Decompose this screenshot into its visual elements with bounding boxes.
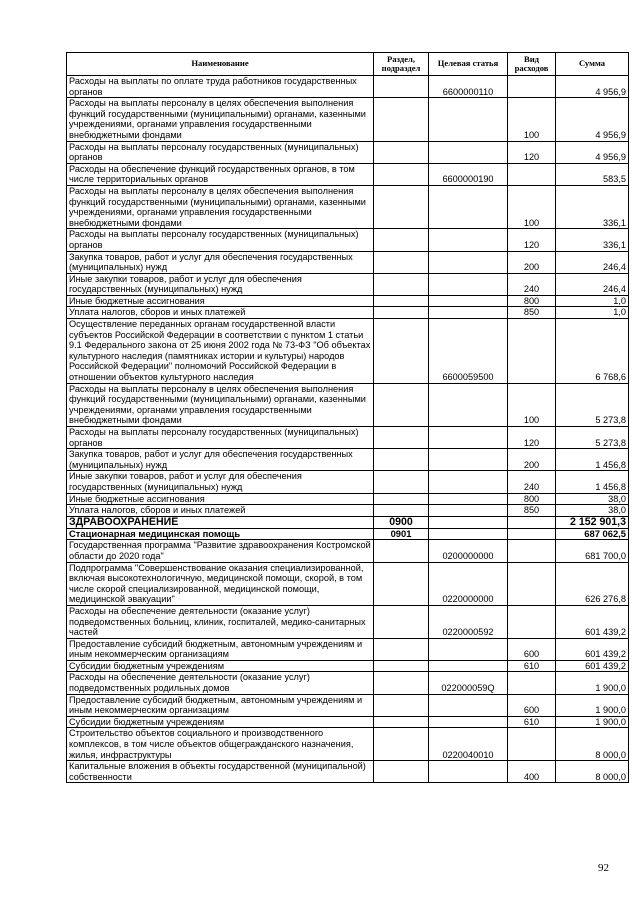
cell-name: Осуществление переданных органам государственной власти субъектов Российской Федерации в соответствии с пунктом 1 статьи 9.1 Федерального закона от 25 июня 2002 года № 73-ФЗ "Об объектах культурного наследия (памятниках истории и культуры) народов Российской Федерации" полномочий Российской Федерации в отношении объектов культурного наследия — [67, 319, 374, 384]
cell-target — [429, 716, 508, 728]
cell-sum: 5 273,8 — [556, 427, 629, 449]
cell-section — [374, 449, 429, 471]
header-target: Целевая статья — [429, 53, 508, 76]
cell-type — [508, 540, 556, 562]
cell-sum: 601 439,2 — [556, 660, 629, 672]
table-row — [67, 493, 629, 505]
cell-section — [374, 716, 429, 728]
header-sum: Сумма — [556, 53, 629, 76]
cell-type: 610 — [508, 660, 556, 672]
cell-name: Расходы на выплаты персоналу государственных (муниципальных) органов — [67, 141, 374, 163]
table-row — [67, 98, 629, 141]
cell-type — [508, 76, 556, 98]
cell-section — [374, 319, 429, 384]
cell-type — [508, 605, 556, 638]
cell-target: 0220040010 — [429, 728, 508, 761]
cell-name: Расходы на выплаты персоналу в целях обеспечения выполнения функций государственными (муниципальными) органами, казенными учреждениями, органами управления государственными внебюджетными фондами — [67, 98, 374, 141]
cell-section — [374, 638, 429, 660]
cell-target — [429, 694, 508, 716]
cell-target — [429, 141, 508, 163]
cell-name: Закупка товаров, работ и услуг для обеспечения государственных (муниципальных) нужд — [67, 449, 374, 471]
cell-section — [374, 761, 429, 783]
cell-sum: 1,0 — [556, 295, 629, 307]
cell-type: 240 — [508, 273, 556, 295]
cell-section — [374, 605, 429, 638]
cell-name: Подпрограмма "Совершенствование оказания специализированной, включая высокотехнологичную, медицинской помощи, скорой, в том числе скорой специализированной, медицинской помощи, медицинской эвакуации" — [67, 562, 374, 605]
table-row — [67, 295, 629, 307]
cell-name: Предоставление субсидий бюджетным, автономным учреждениям и иным некоммерческим организациям — [67, 638, 374, 660]
cell-target — [429, 660, 508, 672]
cell-target — [429, 98, 508, 141]
cell-name: Строительство объектов социального и производственного комплексов, в том числе объектов общегражданского назначения, жилья, инфраструктуры — [67, 728, 374, 761]
cell-section — [374, 307, 429, 319]
cell-sum: 8 000,0 — [556, 728, 629, 761]
cell-type: 600 — [508, 694, 556, 716]
cell-type — [508, 516, 556, 528]
cell-target — [429, 516, 508, 528]
budget-table — [66, 52, 629, 783]
cell-type: 100 — [508, 185, 556, 228]
cell-section — [374, 694, 429, 716]
cell-name: Субсидии бюджетным учреждениям — [67, 660, 374, 672]
cell-sum: 601 439,2 — [556, 605, 629, 638]
cell-target — [429, 761, 508, 783]
table-row — [67, 319, 629, 384]
cell-target: 6600000110 — [429, 76, 508, 98]
cell-type: 240 — [508, 471, 556, 493]
cell-sum: 687 062,5 — [556, 528, 629, 540]
cell-section — [374, 540, 429, 562]
table-row — [67, 383, 629, 426]
table-row — [67, 728, 629, 761]
cell-section — [374, 295, 429, 307]
cell-target: 6600059500 — [429, 319, 508, 384]
cell-type: 800 — [508, 493, 556, 505]
cell-type — [508, 728, 556, 761]
table-header-row — [67, 53, 629, 76]
table-row — [67, 660, 629, 672]
cell-target: 022000059Q — [429, 672, 508, 694]
cell-sum: 4 956,9 — [556, 76, 629, 98]
cell-section — [374, 505, 429, 517]
cell-sum: 246,4 — [556, 273, 629, 295]
cell-sum: 1 900,0 — [556, 672, 629, 694]
cell-sum: 1,0 — [556, 307, 629, 319]
cell-section — [374, 562, 429, 605]
cell-name: Иные бюджетные ассигнования — [67, 295, 374, 307]
cell-target — [429, 251, 508, 273]
cell-target — [429, 493, 508, 505]
table-row — [67, 638, 629, 660]
table-row — [67, 694, 629, 716]
cell-target — [429, 505, 508, 517]
table-row — [67, 449, 629, 471]
table-row — [67, 185, 629, 228]
cell-type: 400 — [508, 761, 556, 783]
cell-target — [429, 383, 508, 426]
cell-type — [508, 163, 556, 185]
cell-sum: 336,1 — [556, 185, 629, 228]
cell-section — [374, 427, 429, 449]
cell-sum: 601 439,2 — [556, 638, 629, 660]
cell-sum: 4 956,9 — [556, 98, 629, 141]
cell-sum: 1 456,8 — [556, 449, 629, 471]
cell-section — [374, 251, 429, 273]
cell-section: 0901 — [374, 528, 429, 540]
cell-section: 0900 — [374, 516, 429, 528]
cell-sum: 38,0 — [556, 493, 629, 505]
cell-name: Расходы на обеспечение деятельности (оказание услуг) подведомственных больниц, клиник, госпиталей, медико-санитарных частей — [67, 605, 374, 638]
cell-type: 100 — [508, 383, 556, 426]
cell-type: 100 — [508, 98, 556, 141]
header-section: Раздел, подраздел — [374, 53, 429, 76]
cell-section — [374, 728, 429, 761]
cell-section — [374, 383, 429, 426]
cell-section — [374, 660, 429, 672]
cell-section — [374, 471, 429, 493]
cell-name: Расходы на выплаты персоналу в целях обеспечения выполнения функций государственными (муниципальными) органами, казенными учреждениями, органами управления государственными внебюджетными фондами — [67, 383, 374, 426]
table-row — [67, 163, 629, 185]
cell-type: 120 — [508, 427, 556, 449]
cell-name: Расходы на выплаты персоналу в целях обеспечения выполнения функций государственными (муниципальными) органами, казенными учреждениями, органами управления государственными внебюджетными фондами — [67, 185, 374, 228]
table-row — [67, 672, 629, 694]
header-type: Вид расходов — [508, 53, 556, 76]
table-row — [67, 427, 629, 449]
cell-section — [374, 98, 429, 141]
cell-target — [429, 528, 508, 540]
cell-name: Предоставление субсидий бюджетным, автономным учреждениям и иным некоммерческим организациям — [67, 694, 374, 716]
table-row — [67, 761, 629, 783]
table-row — [67, 716, 629, 728]
cell-type — [508, 528, 556, 540]
cell-type: 850 — [508, 505, 556, 517]
cell-type: 120 — [508, 141, 556, 163]
cell-name: Субсидии бюджетным учреждениям — [67, 716, 374, 728]
cell-name: Расходы на выплаты по оплате труда работников государственных органов — [67, 76, 374, 98]
cell-sum: 5 273,8 — [556, 383, 629, 426]
cell-sum: 246,4 — [556, 251, 629, 273]
table-row — [67, 273, 629, 295]
table-row — [67, 229, 629, 251]
cell-sum: 1 900,0 — [556, 716, 629, 728]
table-row — [67, 251, 629, 273]
cell-name: Закупка товаров, работ и услуг для обеспечения государственных (муниципальных) нужд — [67, 251, 374, 273]
cell-sum: 8 000,0 — [556, 761, 629, 783]
table-row — [67, 471, 629, 493]
table-row — [67, 505, 629, 517]
cell-target — [429, 307, 508, 319]
cell-target — [429, 229, 508, 251]
cell-name: Расходы на выплаты персоналу государственных (муниципальных) органов — [67, 427, 374, 449]
cell-section — [374, 273, 429, 295]
table-row — [67, 605, 629, 638]
cell-section — [374, 76, 429, 98]
cell-section — [374, 229, 429, 251]
cell-name: Иные бюджетные ассигнования — [67, 493, 374, 505]
cell-target — [429, 295, 508, 307]
cell-name: Иные закупки товаров, работ и услуг для обеспечения государственных (муниципальных) нужд — [67, 273, 374, 295]
table-row — [67, 516, 629, 528]
cell-target — [429, 449, 508, 471]
table-row — [67, 540, 629, 562]
cell-type — [508, 319, 556, 384]
table-row — [67, 562, 629, 605]
table-row — [67, 307, 629, 319]
cell-name: Расходы на выплаты персоналу государственных (муниципальных) органов — [67, 229, 374, 251]
cell-target: 6600000190 — [429, 163, 508, 185]
cell-sum: 1 456,8 — [556, 471, 629, 493]
cell-target: 0220000000 — [429, 562, 508, 605]
table-row — [67, 141, 629, 163]
cell-type: 200 — [508, 449, 556, 471]
cell-sum: 4 956,9 — [556, 141, 629, 163]
cell-name: Государственная программа "Развитие здравоохранения Костромской области до 2020 года" — [67, 540, 374, 562]
cell-sum: 1 900,0 — [556, 694, 629, 716]
cell-type: 120 — [508, 229, 556, 251]
cell-name: ЗДРАВООХРАНЕНИЕ — [67, 516, 374, 528]
cell-target — [429, 273, 508, 295]
table-row — [67, 76, 629, 98]
cell-section — [374, 185, 429, 228]
cell-type: 610 — [508, 716, 556, 728]
cell-section — [374, 163, 429, 185]
cell-sum: 626 276,8 — [556, 562, 629, 605]
cell-section — [374, 141, 429, 163]
cell-section — [374, 493, 429, 505]
cell-target — [429, 471, 508, 493]
cell-name: Иные закупки товаров, работ и услуг для обеспечения государственных (муниципальных) нужд — [67, 471, 374, 493]
cell-name: Капитальные вложения в объекты государственной (муниципальной) собственности — [67, 761, 374, 783]
cell-name: Уплата налогов, сборов и иных платежей — [67, 505, 374, 517]
cell-type — [508, 562, 556, 605]
table-row — [67, 528, 629, 540]
cell-sum: 336,1 — [556, 229, 629, 251]
cell-sum: 6 768,6 — [556, 319, 629, 384]
cell-target: 0220000592 — [429, 605, 508, 638]
cell-sum: 681 700,0 — [556, 540, 629, 562]
cell-target — [429, 427, 508, 449]
header-name: Наименование — [67, 53, 374, 76]
cell-sum: 583,5 — [556, 163, 629, 185]
cell-sum: 2 152 901,3 — [556, 516, 629, 528]
cell-type: 800 — [508, 295, 556, 307]
cell-name: Расходы на обеспечение функций государственных органов, в том числе территориальных органов — [67, 163, 374, 185]
cell-name: Расходы на обеспечение деятельности (оказание услуг) подведомственных родильных домов — [67, 672, 374, 694]
cell-target — [429, 185, 508, 228]
cell-sum: 38,0 — [556, 505, 629, 517]
cell-type: 600 — [508, 638, 556, 660]
cell-target — [429, 638, 508, 660]
cell-target: 0200000000 — [429, 540, 508, 562]
cell-name: Стационарная медицинская помощь — [67, 528, 374, 540]
cell-type: 850 — [508, 307, 556, 319]
page-number: 92 — [598, 862, 609, 874]
cell-type: 200 — [508, 251, 556, 273]
cell-name: Уплата налогов, сборов и иных платежей — [67, 307, 374, 319]
cell-section — [374, 672, 429, 694]
cell-type — [508, 672, 556, 694]
